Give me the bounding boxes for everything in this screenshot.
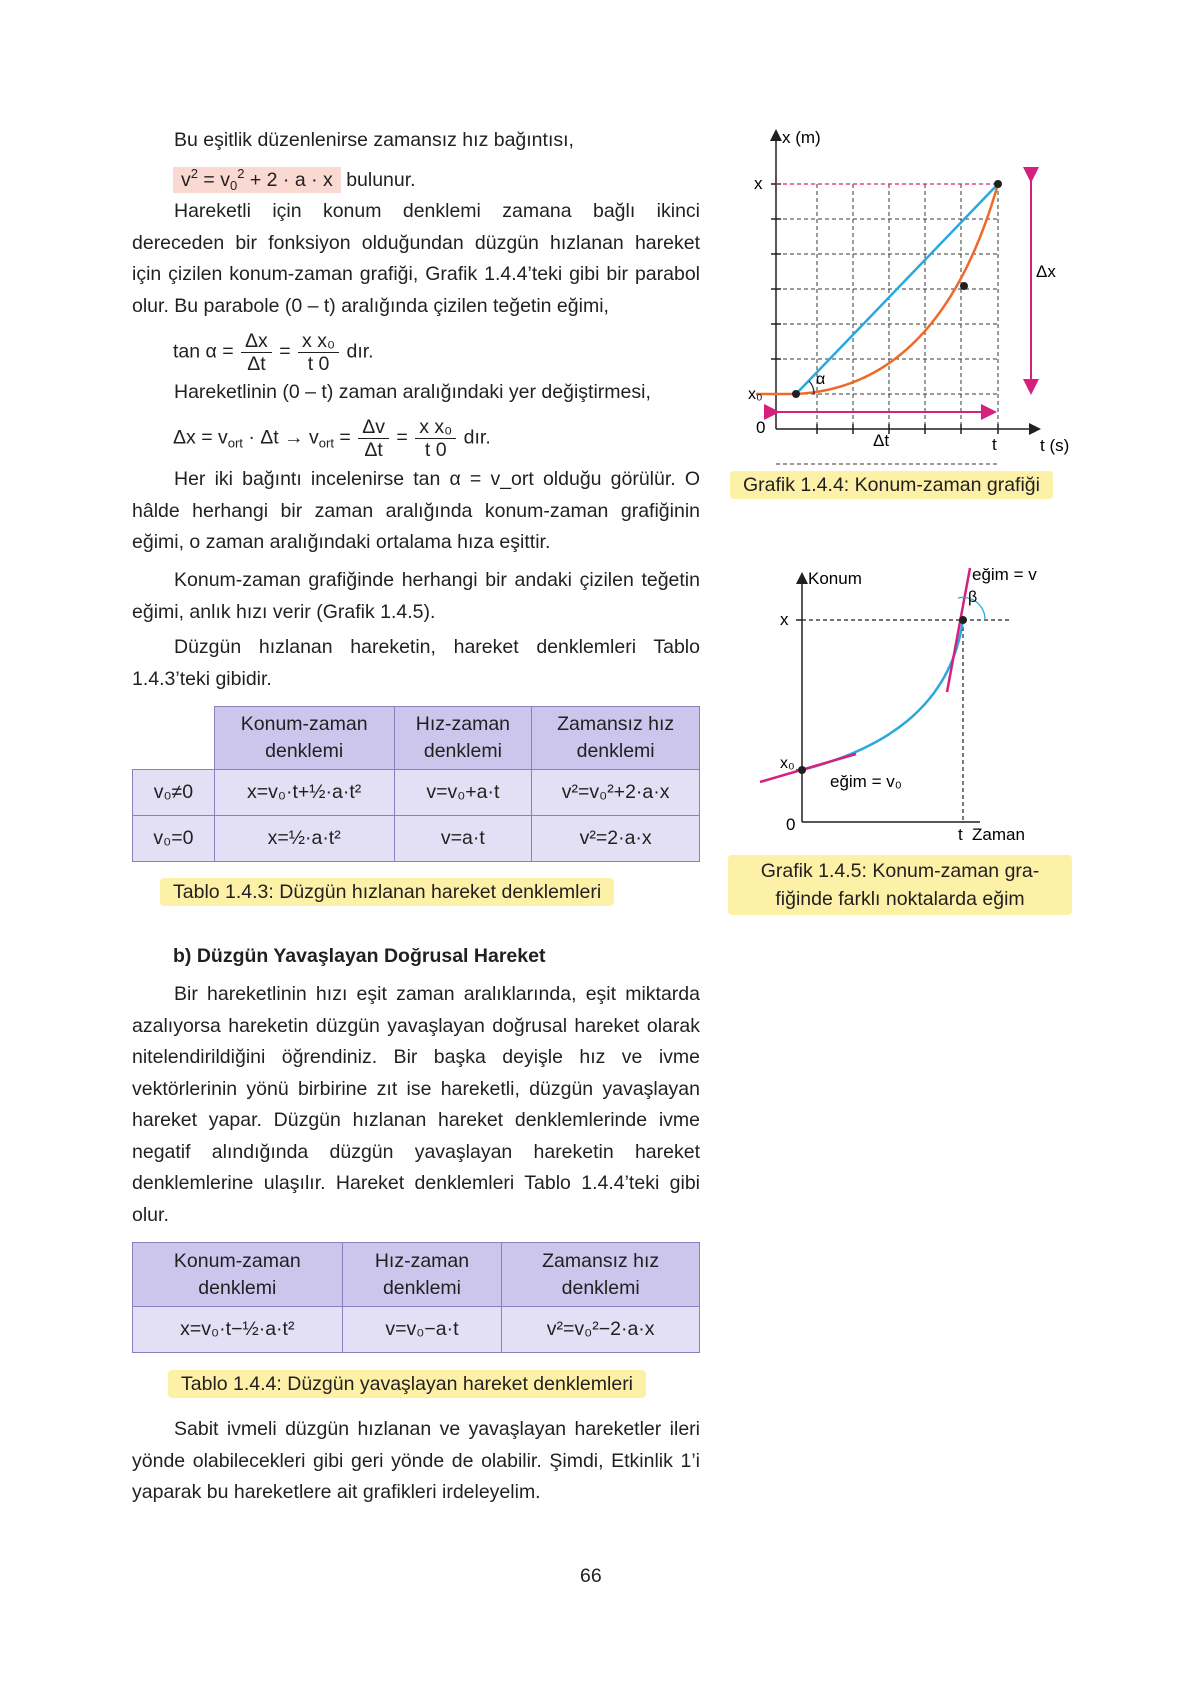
eq-sub: ort [318,435,334,451]
formula-suffix: bulunur. [346,169,416,191]
para-text: Her iki bağıntı incelenirse tan α = v_ort olduğu görülür. O hâlde herhangi bir zaman aralığında konum-zaman grafiğinin eğimi, o zaman aralığındaki ortalama hıza eşittir. [132,468,700,553]
eq-suffix: dır. [346,340,374,363]
frac-den: t 0 [424,439,447,461]
konum-curve [802,620,963,770]
table-cell: v²=v₀²−2·a·x [502,1307,700,1353]
tick-x0: x₀ [748,386,763,403]
table-cell: x=½·a·t² [214,816,394,862]
angle-label: α [816,371,826,388]
frac-num: Δx [241,330,272,353]
point-start [798,766,806,774]
delta-x-label: Δx [1036,262,1056,281]
x-axis-label: Zaman [972,825,1025,844]
axis-ticks [771,184,998,434]
para-son [132,1414,700,1509]
tangent-end [947,568,970,692]
para-text: Hareketlinin (0 – t) zaman aralığındaki yer değiştirmesi, [174,381,651,403]
eq-sub: ort [227,435,243,451]
table-header: Hız-zaman denklemi [394,707,532,770]
eq-prefix: tan α = [173,340,234,363]
tick-x: x [780,610,789,629]
table-cell: x=v₀·t+½·a·t² [214,770,394,816]
eq-prefix: Δx = v [173,426,228,449]
row-label: v₀=0 [133,816,215,862]
origin-label: 0 [786,815,796,834]
graph2-caption [728,855,1072,915]
frac-den: t 0 [307,353,330,375]
table-cell: v=v₀−a·t [342,1307,502,1353]
tick-x0: x₀ [780,755,795,772]
delta-t-label: Δt [873,431,890,450]
tick-t: t [958,825,963,844]
table1-caption: Tablo 1.4.3: Düzgün hızlanan hareket denklemleri [160,878,614,906]
para-ortalama-hiz [132,464,700,559]
frac-den: Δt [247,353,266,375]
grid [776,184,998,464]
row-label: v₀≠0 [133,770,215,816]
slope-v-label: eğim = v [972,565,1037,584]
fraction [415,416,456,461]
eq-sign: = [396,426,408,449]
angle-label: β [968,589,978,606]
para-text: Bir hareketlinin hızı eşit zaman aralıklarında, eşit miktarda azalıyorsa hareketin düzgün yavaşlayan doğrusal hareket olarak nitelendirildiğini öğrendiniz. Bir başka deyişle hız ve ivme vektörlerinin yönü birbirine zıt ise hareketli, düzgün yavaşlayan hareket yapar. Düzgün hızlanan hareket denklemlerinde ivme negatif alındığında düzgün yavaşlayan hareketin hareket denklemlerine ulaşılır. Hareket denklemleri Tablo 1.4.4’teki gibi olur. [132,983,700,1226]
para-anlik-hiz [132,565,700,628]
para-yavaslayan [132,979,700,1231]
table-header: Hız-zaman denklemi [342,1243,502,1307]
caption-line: Grafik 1.4.5: Konum-zaman gra- [760,860,1040,882]
para-text: Sabit ivmeli düzgün hızlanan ve yavaşlayan hareketler ileri yönde olabilecekleri gibi geri yönde de olabilir. Şimdi, Etkinlik 1’i yaparak bu hareketlere ait grafikleri irdeleyelim. [132,1418,700,1503]
section-heading: b) Düzgün Yavaşlayan Doğrusal Hareket [173,945,546,967]
origin-label: 0 [756,418,766,437]
fraction [241,330,272,375]
frac-num: x x₀ [298,330,339,353]
table-header: Zamansız hız denklemi [532,707,700,770]
frac-den: Δt [364,439,383,461]
table-header: Konum-zaman denklemi [133,1243,343,1307]
para-text: Hareketli için konum denklemi zamana bağlı ikinci dereceden bir fonksiyon olduğundan düzgün hızlanan hareket için çizilen konum-zaman grafiği, Grafik 1.4.4’teki gibi bir parabol olur. Bu parabole (0 – t) aralığında çizilen teğetin eğimi, [132,200,700,317]
frac-num: x x₀ [415,416,456,439]
para-zamansiz-intro [132,125,700,157]
table-row [133,770,700,816]
table-duzgun-yavaslayan [132,1242,700,1353]
table-cell: v²=v₀²+2·a·x [532,770,700,816]
table-cell: x=v₀·t−½·a·t² [133,1307,343,1353]
table-cell: v=v₀+a·t [394,770,532,816]
table-cell: v²=2·a·x [532,816,700,862]
eq-sign: = [339,426,351,449]
para-text: Düzgün hızlanan hareketin, hareket denklemleri Tablo 1.4.3’teki gibidir. [132,636,700,690]
equation-tan-alpha [173,330,374,375]
table2-caption: Tablo 1.4.4: Düzgün yavaşlayan hareket denklemleri [168,1370,646,1398]
slope-v0-label: eğim = v₀ [830,772,902,791]
x-axis-label: t (s) [1040,436,1070,455]
para-tablo-ref [132,632,700,695]
para-line: Bu eşitlik düzenlenirse zamansız hız bağıntısı, [174,129,574,151]
table-corner [133,707,215,770]
tick-t: t [992,435,997,454]
eq-suffix: dır. [463,426,491,449]
graph-anlik-egim [740,560,1080,850]
table-row [133,816,700,862]
point-mid [960,282,968,290]
para-parabol [132,196,700,322]
graph-konum-zaman [710,125,1090,465]
table-cell: v=a·t [394,816,532,862]
para-yer-degistirme [132,377,700,409]
graph1-caption: Grafik 1.4.4: Konum-zaman grafiği [730,471,1053,499]
eq-mid: · Δt → v [248,426,319,449]
para-text: Konum-zaman grafiğinde herhangi bir andaki çizilen teğetin eğimi, anlık hızı verir (Grafik 1.4.5). [132,569,700,623]
frac-num: Δv [358,416,389,439]
fraction [298,330,339,375]
point-start [792,390,800,398]
fraction [358,416,389,461]
table-duzgun-hizlanan [132,706,700,862]
table-header: Zamansız hız denklemi [502,1243,700,1307]
point-end [959,616,967,624]
eq-sign: = [279,340,291,363]
table-header: Konum-zaman denklemi [214,707,394,770]
y-axis-label: x (m) [782,128,821,147]
y-axis-label: Konum [808,569,862,588]
point-end [994,180,1002,188]
caption-line: fiğinde farklı noktalarda eğim [775,888,1025,910]
tick-x: x [754,174,763,193]
page-number: 66 [580,1565,602,1587]
equation-delta-x [173,416,491,461]
formula-highlight: $v^2 = v_0^2 + 2 \cdot a \cdot x$ [173,167,341,193]
table-row [133,1307,700,1353]
